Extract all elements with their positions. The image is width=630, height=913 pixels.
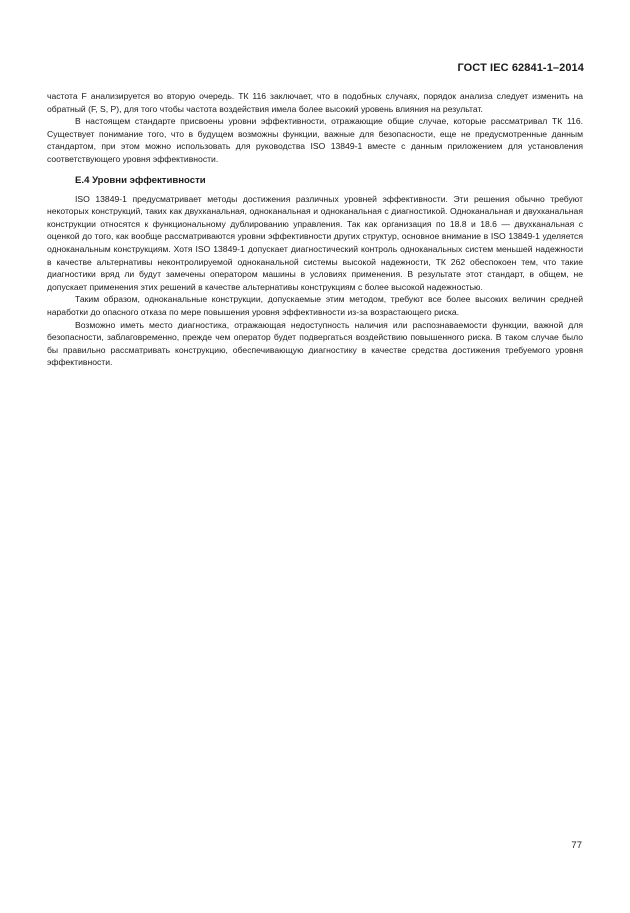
section-paragraph-2: Таким образом, одноканальные конструкции, допускаемые этим методом, требуют все более высоких величин средней наработки до опасного отказа по мере повышения уровня эффективности из-за возрастающего риска. [47, 294, 583, 317]
page-number: 77 [571, 840, 582, 851]
intro-paragraph-1: частота F анализируется во вторую очередь. ТК 116 заключает, что в подобных случаях, порядок анализа следует изменить на обратный (F, S, P), для того чтобы частота воздействия имела более высокий уровень влияния на результат. [47, 91, 583, 114]
section-paragraph-3: Возможно иметь место диагностика, отражающая недоступность наличия или распознаваемости функции, важной для безопасности, заблаговременно, прежде чем оператор будет подвергаться воздействию повышенного риска. В таком случае было бы правильно рассматривать конструкцию, обеспечивающую диагностику в качестве средства достижения требуемого уровня эффективности. [47, 319, 583, 368]
intro-paragraph-2: В настоящем стандарте присвоены уровни эффективности, отражающие общие случае, которые рассматривал ТК 116. Существует понимание того, что в будущем возможны функции, важные для безопасности, еще не предусмотренные данным стандартом, при этом можно использовать для руководства ISO 13849-1 вместе с данным приложением для установления соответствующего уровня эффективности. [47, 116, 583, 164]
document-body [47, 90, 583, 369]
document-header-id: ГОСТ IEC 62841-1–2014 [457, 62, 584, 74]
section-heading: Е.4 Уровни эффективности [75, 174, 206, 186]
section-paragraph-1: ISO 13849-1 предусматривает методы достижения различных уровней эффективности. Эти решения обычно требуют некоторых конструкций, таких как двухканальная, одноканальная и одноканальная с диагностикой. Одноканальная и двухканальная конструкции относятся к функциональному дублированию управления. Так как организация по 18.8 и 18.6 — двухканальная с оценкой до того, как вообще рассматриваются уровни эффективности других структур, основное внимание в ISO 13849-1 уделяется одноканальным конструкциям. Хотя ISO 13849-1 допускает диагностический контроль одноканальных систем меньшей надежности в качестве альтернативы неконтролируемой одноканальной системы высокой надежности, ТК 262 обеспокоен тем, что такие диагностики вряд ли будут замечены оператором машины в условиях применения. В результате этот стандарт, в общем, не допускает применения этих решений в качестве альтернативы конструкциям с более высокой надежностью. [47, 193, 583, 292]
